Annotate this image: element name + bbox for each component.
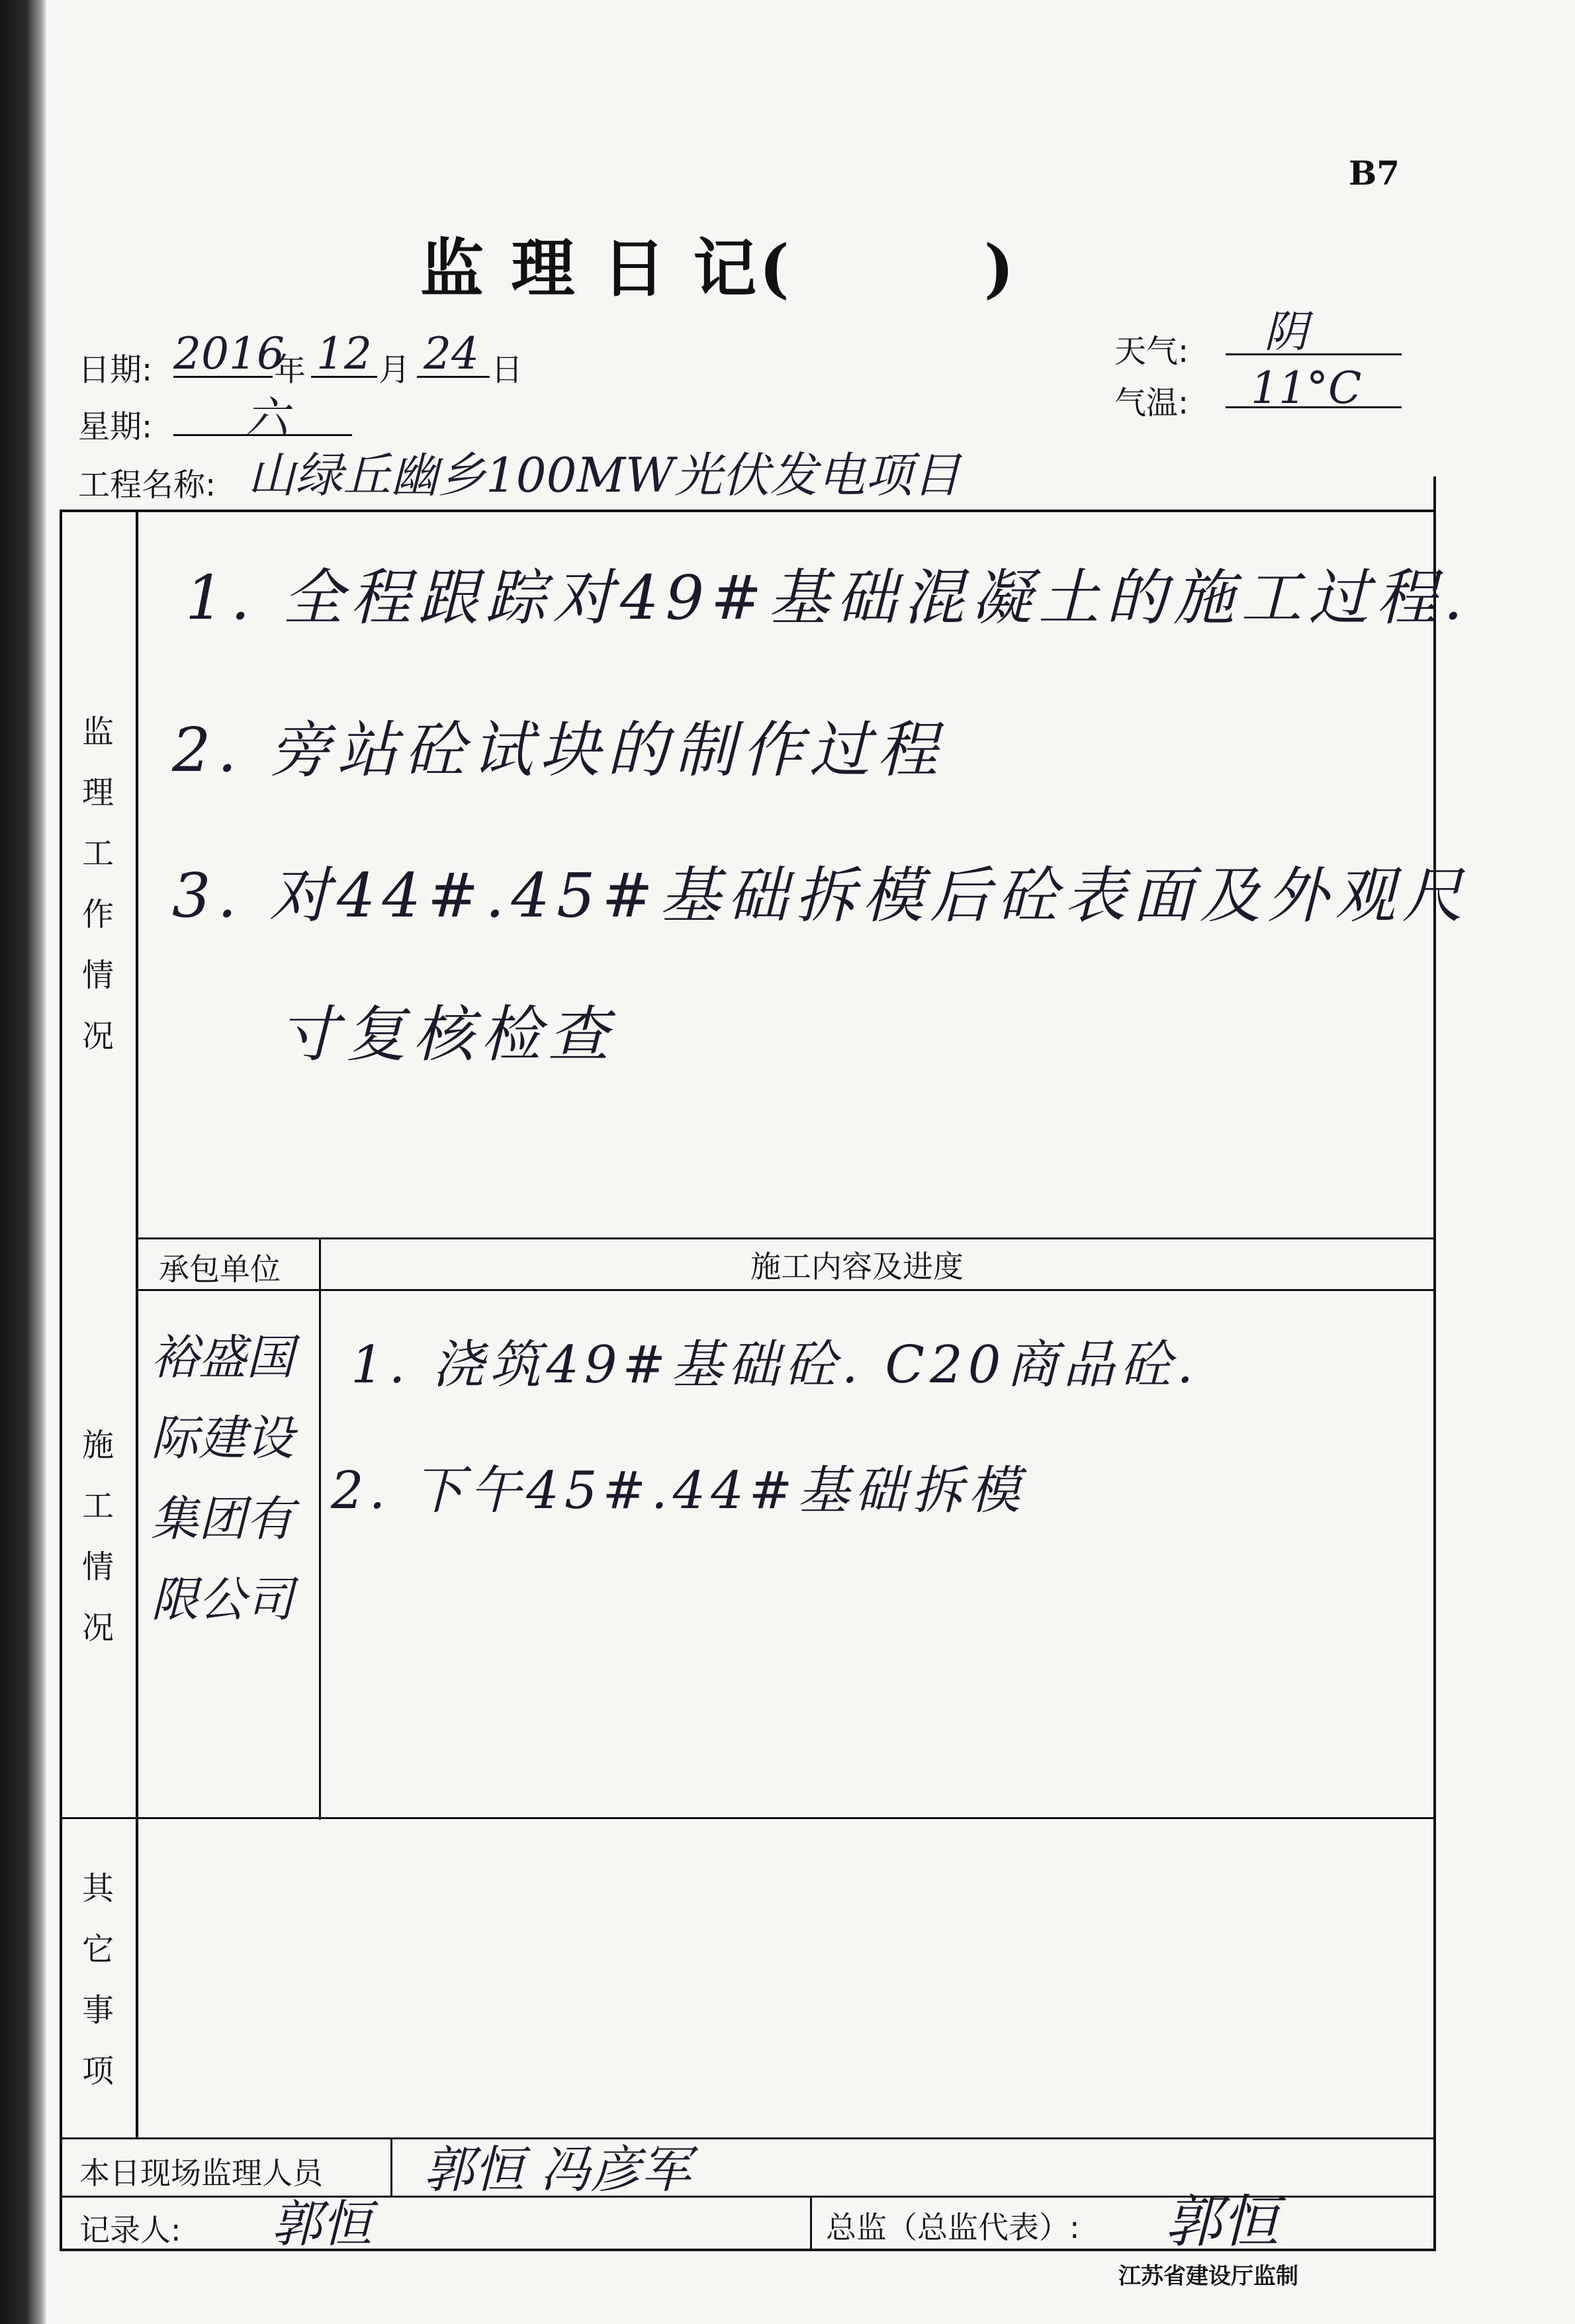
book-binding <box>0 0 46 2324</box>
month-value: 12 <box>316 328 372 379</box>
weather-value: 阴 <box>1264 306 1308 357</box>
construction-label: 施 工 情 况 <box>81 1427 114 1646</box>
title-main: 监 理 日 记( <box>420 231 792 306</box>
construction-header-line <box>136 1289 1436 1291</box>
page-title <box>420 218 1016 309</box>
recorder-signature: 郭恒 <box>271 2194 372 2253</box>
content-header: 施工内容及进度 <box>750 1249 964 1284</box>
chief-label: 总监（总监代表）: <box>826 2210 1080 2245</box>
form-code: B7 <box>1349 154 1400 193</box>
weather-label: 天气: <box>1114 333 1189 370</box>
title-close: ) <box>983 231 1017 306</box>
label-column-divider <box>136 510 138 2137</box>
staff-label-divider <box>390 2137 392 2197</box>
month-label: 月 <box>379 351 411 388</box>
table-right-border <box>1433 476 1436 2250</box>
construction-bottom-line <box>60 1817 1436 1819</box>
construction-line-1: 1. 浇筑49#基础砼. C20商品砼. <box>351 1335 1199 1395</box>
day-underline <box>417 376 490 378</box>
recorder-label: 记录人: <box>79 2212 181 2248</box>
supervision-line-3: 3. 对44#.45#基础拆模后砼表面及外观尺 <box>172 860 1470 931</box>
staff-label: 本日现场监理人员 <box>79 2155 323 2191</box>
year-label: 年 <box>274 351 306 388</box>
supervision-line-1: 1. 全程跟踪对49#基础混凝土的施工过程. <box>185 562 1470 633</box>
staff-signatures: 郭恒 冯彦军 <box>424 2140 692 2199</box>
contractor-header: 承包单位 <box>159 1251 281 1287</box>
temp-label: 气温: <box>1114 384 1189 422</box>
recorder-divider <box>810 2196 812 2250</box>
day-value: 24 <box>424 328 479 379</box>
supervision-bottom-line <box>136 1237 1436 1239</box>
supervision-label: 监 理 工 作 情 况 <box>81 713 114 1055</box>
supervision-line-4: 寸复核检查 <box>278 999 616 1070</box>
table-top-border <box>60 510 1436 512</box>
month-underline <box>311 376 377 378</box>
construction-line-2: 2. 下午45#.44#基础拆模 <box>331 1461 1026 1521</box>
contractor-name: 裕盛国 际建设 集团有 限公司 <box>151 1329 294 1627</box>
weather-underline <box>1226 353 1402 355</box>
weekday-label: 星期: <box>78 408 153 445</box>
supervision-line-2: 2. 旁站砼试块的制作过程 <box>172 715 945 785</box>
weekday-value: 六 <box>245 392 289 443</box>
date-label: 日期: <box>78 351 153 388</box>
day-label: 日 <box>491 351 523 388</box>
table-left-border <box>60 510 62 2250</box>
project-value: 山绿丘幽乡100MW光伏发电项目 <box>248 447 961 503</box>
contractor-column-divider <box>319 1237 321 1820</box>
chief-signature: 郭恒 <box>1165 2189 1279 2255</box>
project-label: 工程名称: <box>78 467 216 504</box>
temp-value: 11°C <box>1251 363 1362 414</box>
year-value: 2016 <box>173 328 285 379</box>
other-label: 其 它 事 项 <box>81 1870 114 2090</box>
year-underline <box>173 376 273 378</box>
issuer-note: 江苏省建设厅监制 <box>1118 2263 1298 2290</box>
temp-underline <box>1226 406 1402 408</box>
other-bottom-line <box>60 2137 1436 2139</box>
weekday-underline <box>173 434 352 436</box>
